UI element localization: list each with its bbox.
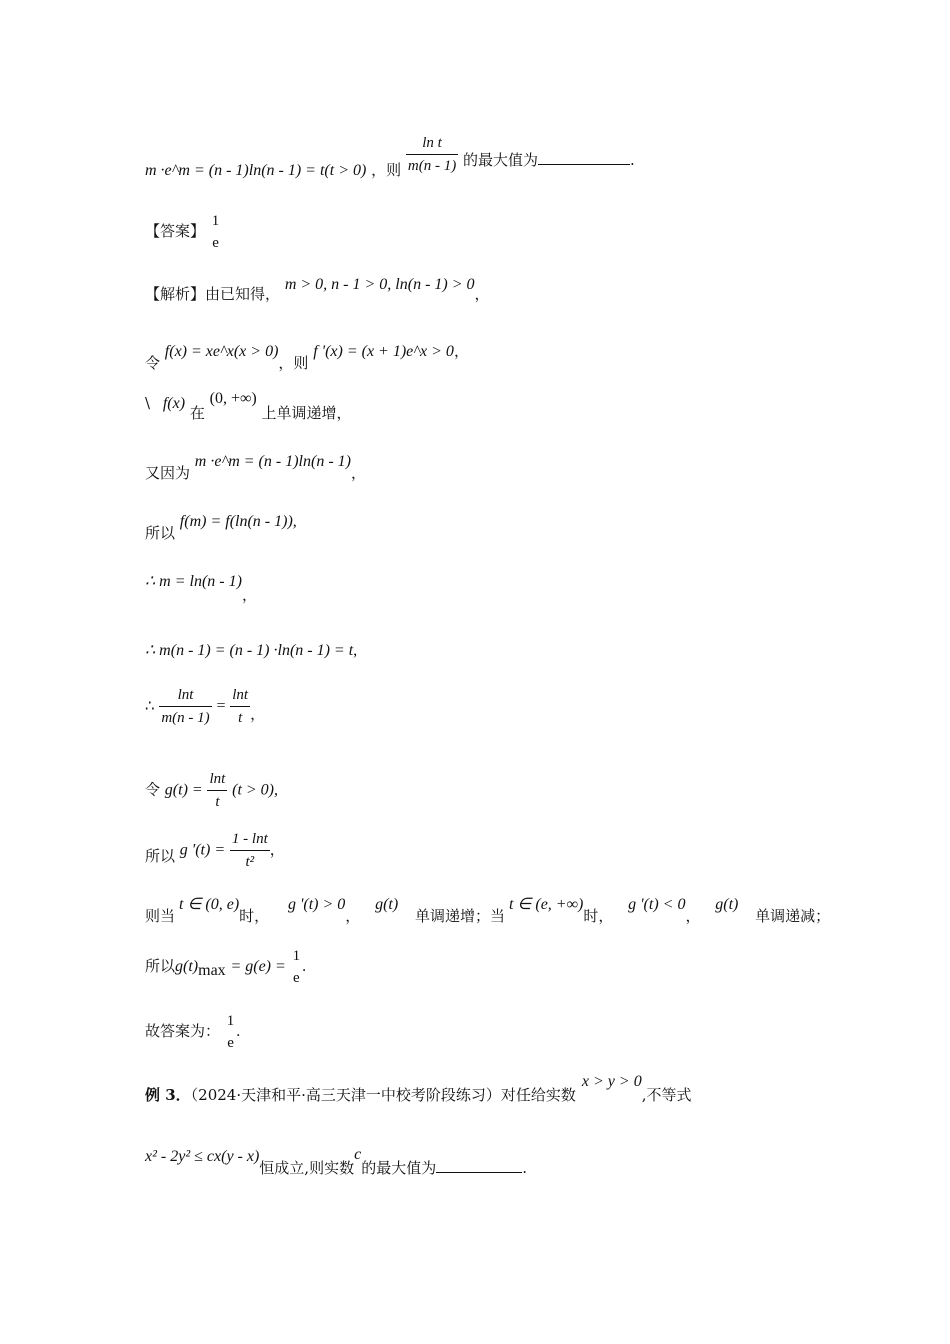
- then-text: ，则: [278, 354, 309, 372]
- because-math: m ·e^m = (n - 1)ln(n - 1): [194, 453, 351, 470]
- decreasing-text: 单调递减；: [755, 907, 831, 925]
- answer-label: 【答案】: [145, 222, 206, 240]
- comma: ，: [350, 464, 366, 482]
- answer-line: [145, 210, 221, 254]
- g-fraction: [207, 768, 227, 813]
- interval: (0, +∞): [209, 390, 257, 407]
- let-f-line: [145, 340, 469, 372]
- example-condition: x > y > 0: [581, 1073, 642, 1090]
- comma: ，: [474, 285, 490, 303]
- analysis-label: 【解析】: [145, 285, 206, 303]
- max-den: e: [293, 970, 300, 986]
- g-condition: (t > 0),: [232, 781, 279, 799]
- period: .: [522, 1159, 527, 1177]
- comma: ，: [453, 342, 469, 360]
- example-label: 例 3．: [145, 1086, 191, 1104]
- ratio-right-num: lnt: [230, 684, 250, 707]
- g-prime-den: t²: [245, 854, 255, 870]
- g-t: g(t): [375, 896, 399, 913]
- g-prime-negative: g '(t) < 0: [628, 896, 686, 913]
- comma: ，: [345, 907, 361, 925]
- analysis-text: 由已知得，: [205, 285, 281, 303]
- inequality-math: x² - 2y² ≤ cx(y - x): [145, 1148, 260, 1165]
- question-text: 的最大值为: [361, 1159, 437, 1177]
- example-3-inequality-line: [145, 1145, 527, 1177]
- monotonic-line: [145, 390, 352, 422]
- final-answer-line: [145, 1010, 240, 1054]
- so-text: 所以: [145, 524, 176, 542]
- time-text: 时，: [583, 907, 614, 925]
- comma: ，: [250, 704, 266, 723]
- when-text: 则当: [145, 907, 176, 925]
- because-text: 又因为: [145, 464, 191, 482]
- analysis-math: m > 0, n - 1 > 0, ln(n - 1) > 0: [284, 276, 475, 293]
- comma: ，: [685, 907, 701, 925]
- g-prime-num: 1 - lnt: [230, 828, 270, 851]
- analysis-line: [145, 276, 490, 304]
- ratio-right: [230, 684, 250, 729]
- answer-fraction: [210, 210, 222, 254]
- max-line: [145, 945, 306, 989]
- answer-num: 1: [211, 213, 220, 229]
- g-den: t: [215, 794, 220, 810]
- cases-line: [145, 893, 831, 925]
- f-definition: f(x) = xe^x(x > 0): [164, 343, 279, 360]
- g-derivative-line: [145, 828, 285, 873]
- g-prime-positive: g '(t) > 0: [287, 896, 346, 913]
- max-equation: = g(e) =: [230, 958, 286, 975]
- equals: =: [216, 697, 226, 715]
- max-subscript: max: [198, 962, 226, 979]
- mn-line: [145, 640, 357, 660]
- answer-blank: [436, 1158, 522, 1173]
- f-derivative: f '(x) = (x + 1)e^x > 0: [313, 343, 454, 360]
- period: .: [302, 958, 307, 975]
- g-t: g(t): [715, 896, 739, 913]
- g-prime-lhs: g '(t) =: [179, 841, 226, 859]
- zai-text: 在: [189, 404, 205, 422]
- g-t: g(t): [175, 958, 199, 975]
- ratio-left-num: lnt: [159, 684, 211, 707]
- variable-c: c: [354, 1146, 362, 1163]
- comma: ，: [269, 840, 285, 859]
- fm-equation: f(m) = f(ln(n - 1)),: [179, 513, 297, 530]
- ratio-right-den: t: [238, 710, 243, 726]
- m-equation: ∴ m = ln(n - 1): [145, 573, 242, 590]
- g-lhs: g(t) =: [164, 781, 203, 799]
- comma: ，: [241, 586, 257, 604]
- final-fraction: [225, 1010, 237, 1054]
- max-fraction: [291, 945, 303, 989]
- question-text: 的最大值为: [463, 150, 539, 169]
- interval-1: t ∈ (0, e): [179, 896, 240, 913]
- so-text: 所以: [145, 846, 176, 865]
- period: .: [236, 1023, 241, 1040]
- max-num: 1: [292, 948, 301, 964]
- frac-denominator: m(n - 1): [407, 158, 457, 174]
- ratio-left-den: m(n - 1): [161, 710, 210, 726]
- problem-condition-line: [145, 132, 635, 177]
- increasing-text: 上单调递增，: [261, 404, 352, 422]
- mn-equation: ∴ m(n - 1) = (n - 1) ·ln(n - 1) = t,: [145, 642, 358, 659]
- holds-text: 恒成立,则实数: [259, 1159, 355, 1177]
- g-num: lnt: [207, 768, 227, 791]
- f-x: f(x): [162, 395, 186, 412]
- example-3-line: [145, 1070, 692, 1104]
- therefore-symbol: ∴: [145, 696, 155, 715]
- answer-den: e: [212, 235, 219, 251]
- ratio-left: [159, 684, 211, 729]
- let-text: 令: [145, 354, 161, 372]
- increasing-text: 单调递增；当: [414, 907, 505, 925]
- final-den: e: [227, 1035, 234, 1051]
- therefore-symbol: \: [145, 394, 151, 412]
- target-fraction: [406, 132, 458, 177]
- final-answer-text: 故答案为：: [145, 1022, 221, 1040]
- so-text: 所以: [145, 957, 176, 975]
- ratio-line: [145, 684, 265, 729]
- answer-blank: [538, 150, 630, 165]
- then-text: ，则: [371, 160, 402, 179]
- m-equals-line: [145, 570, 257, 604]
- interval-2: t ∈ (e, +∞): [508, 896, 584, 913]
- example-source: （2024·天津和平·高三天津一中校考阶段练习）对任给实数: [190, 1086, 576, 1104]
- condition-math: m ·e^m = (n - 1)ln(n - 1) = t(t > 0): [145, 161, 367, 179]
- inequality-text: ,不等式: [641, 1086, 692, 1104]
- final-num: 1: [226, 1013, 235, 1029]
- let-text: 令: [145, 780, 161, 799]
- because-line: [145, 450, 366, 482]
- let-g-line: [145, 768, 278, 813]
- frac-numerator: ln t: [406, 132, 458, 155]
- period: .: [630, 150, 635, 169]
- g-prime-fraction: [230, 828, 270, 873]
- so-fm-line: [145, 510, 297, 542]
- time-text: 时，: [239, 907, 270, 925]
